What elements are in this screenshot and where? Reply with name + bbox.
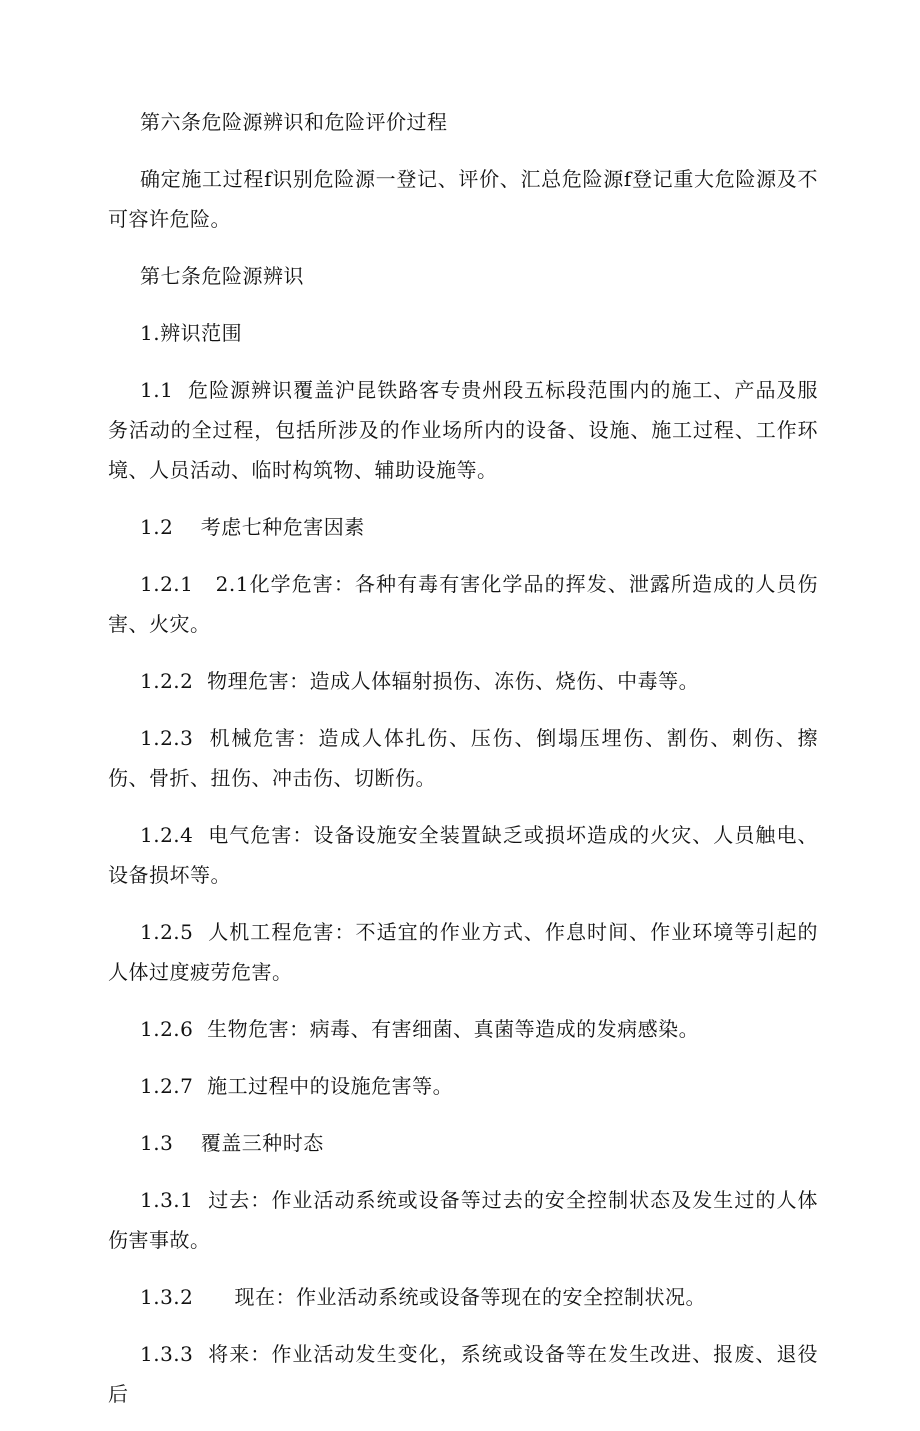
clause-1-2-2: 1.2.2 物理危害：造成人体辐射损伤、冻伤、烧伤、中毒等。: [140, 669, 700, 693]
document-body: [108, 102, 818, 1431]
clause-1-2-4: 1.2.4 电气危害：设备设施安全装置缺乏或损坏造成的火灾、人员触电、设备损坏等。: [108, 823, 818, 887]
clause-1-2-1: 1.2.1 2.1化学危害：各种有毒有害化学品的挥发、泄露所造成的人员伤害、火灾。: [108, 572, 818, 636]
section-1-heading: 1.辨识范围: [140, 321, 243, 345]
clause-1-3-3: 1.3.3 将来：作业活动发生变化，系统或设备等在发生改进、报废、退役后: [108, 1342, 818, 1406]
clause-1-2-5: 1.2.5 人机工程危害：不适宜的作业方式、作息时间、作业环境等引起的人体过度疲劳危害。: [108, 920, 818, 984]
clause-1-3-2: 1.3.2 现在：作业活动系统或设备等现在的安全控制状况。: [140, 1285, 707, 1309]
clause-1-2-6: 1.2.6 生物危害：病毒、有害细菌、真菌等造成的发病感染。: [140, 1017, 700, 1041]
clause-1-2-7: 1.2.7 施工过程中的设施危害等。: [140, 1074, 454, 1098]
article-6-heading: 第六条危险源辨识和危险评价过程: [140, 110, 448, 134]
process-description: 确定施工过程f识别危险源一登记、评价、汇总危险源f登记重大危险源及不可容许危险。: [108, 167, 818, 231]
clause-1-2-heading: 1.2 考虑七种危害因素: [140, 515, 365, 539]
clause-1-1: 1.1 危险源辨识覆盖沪昆铁路客专贵州段五标段范围内的施工、产品及服务活动的全过程，包括所涉及的作业场所内的设备、设施、施工过程、工作环境、人员活动、临时构筑物、辅助设施等。: [108, 378, 818, 482]
clause-1-3-heading: 1.3 覆盖三种时态: [140, 1131, 324, 1155]
article-7-heading: 第七条危险源辨识: [140, 264, 304, 288]
clause-1-3-1: 1.3.1 过去：作业活动系统或设备等过去的安全控制状态及发生过的人体伤害事故。: [108, 1188, 818, 1252]
clause-1-2-3: 1.2.3 机械危害：造成人体扎伤、压伤、倒塌压埋伤、割伤、刺伤、擦伤、骨折、扭伤、冲击伤、切断伤。: [108, 726, 818, 790]
